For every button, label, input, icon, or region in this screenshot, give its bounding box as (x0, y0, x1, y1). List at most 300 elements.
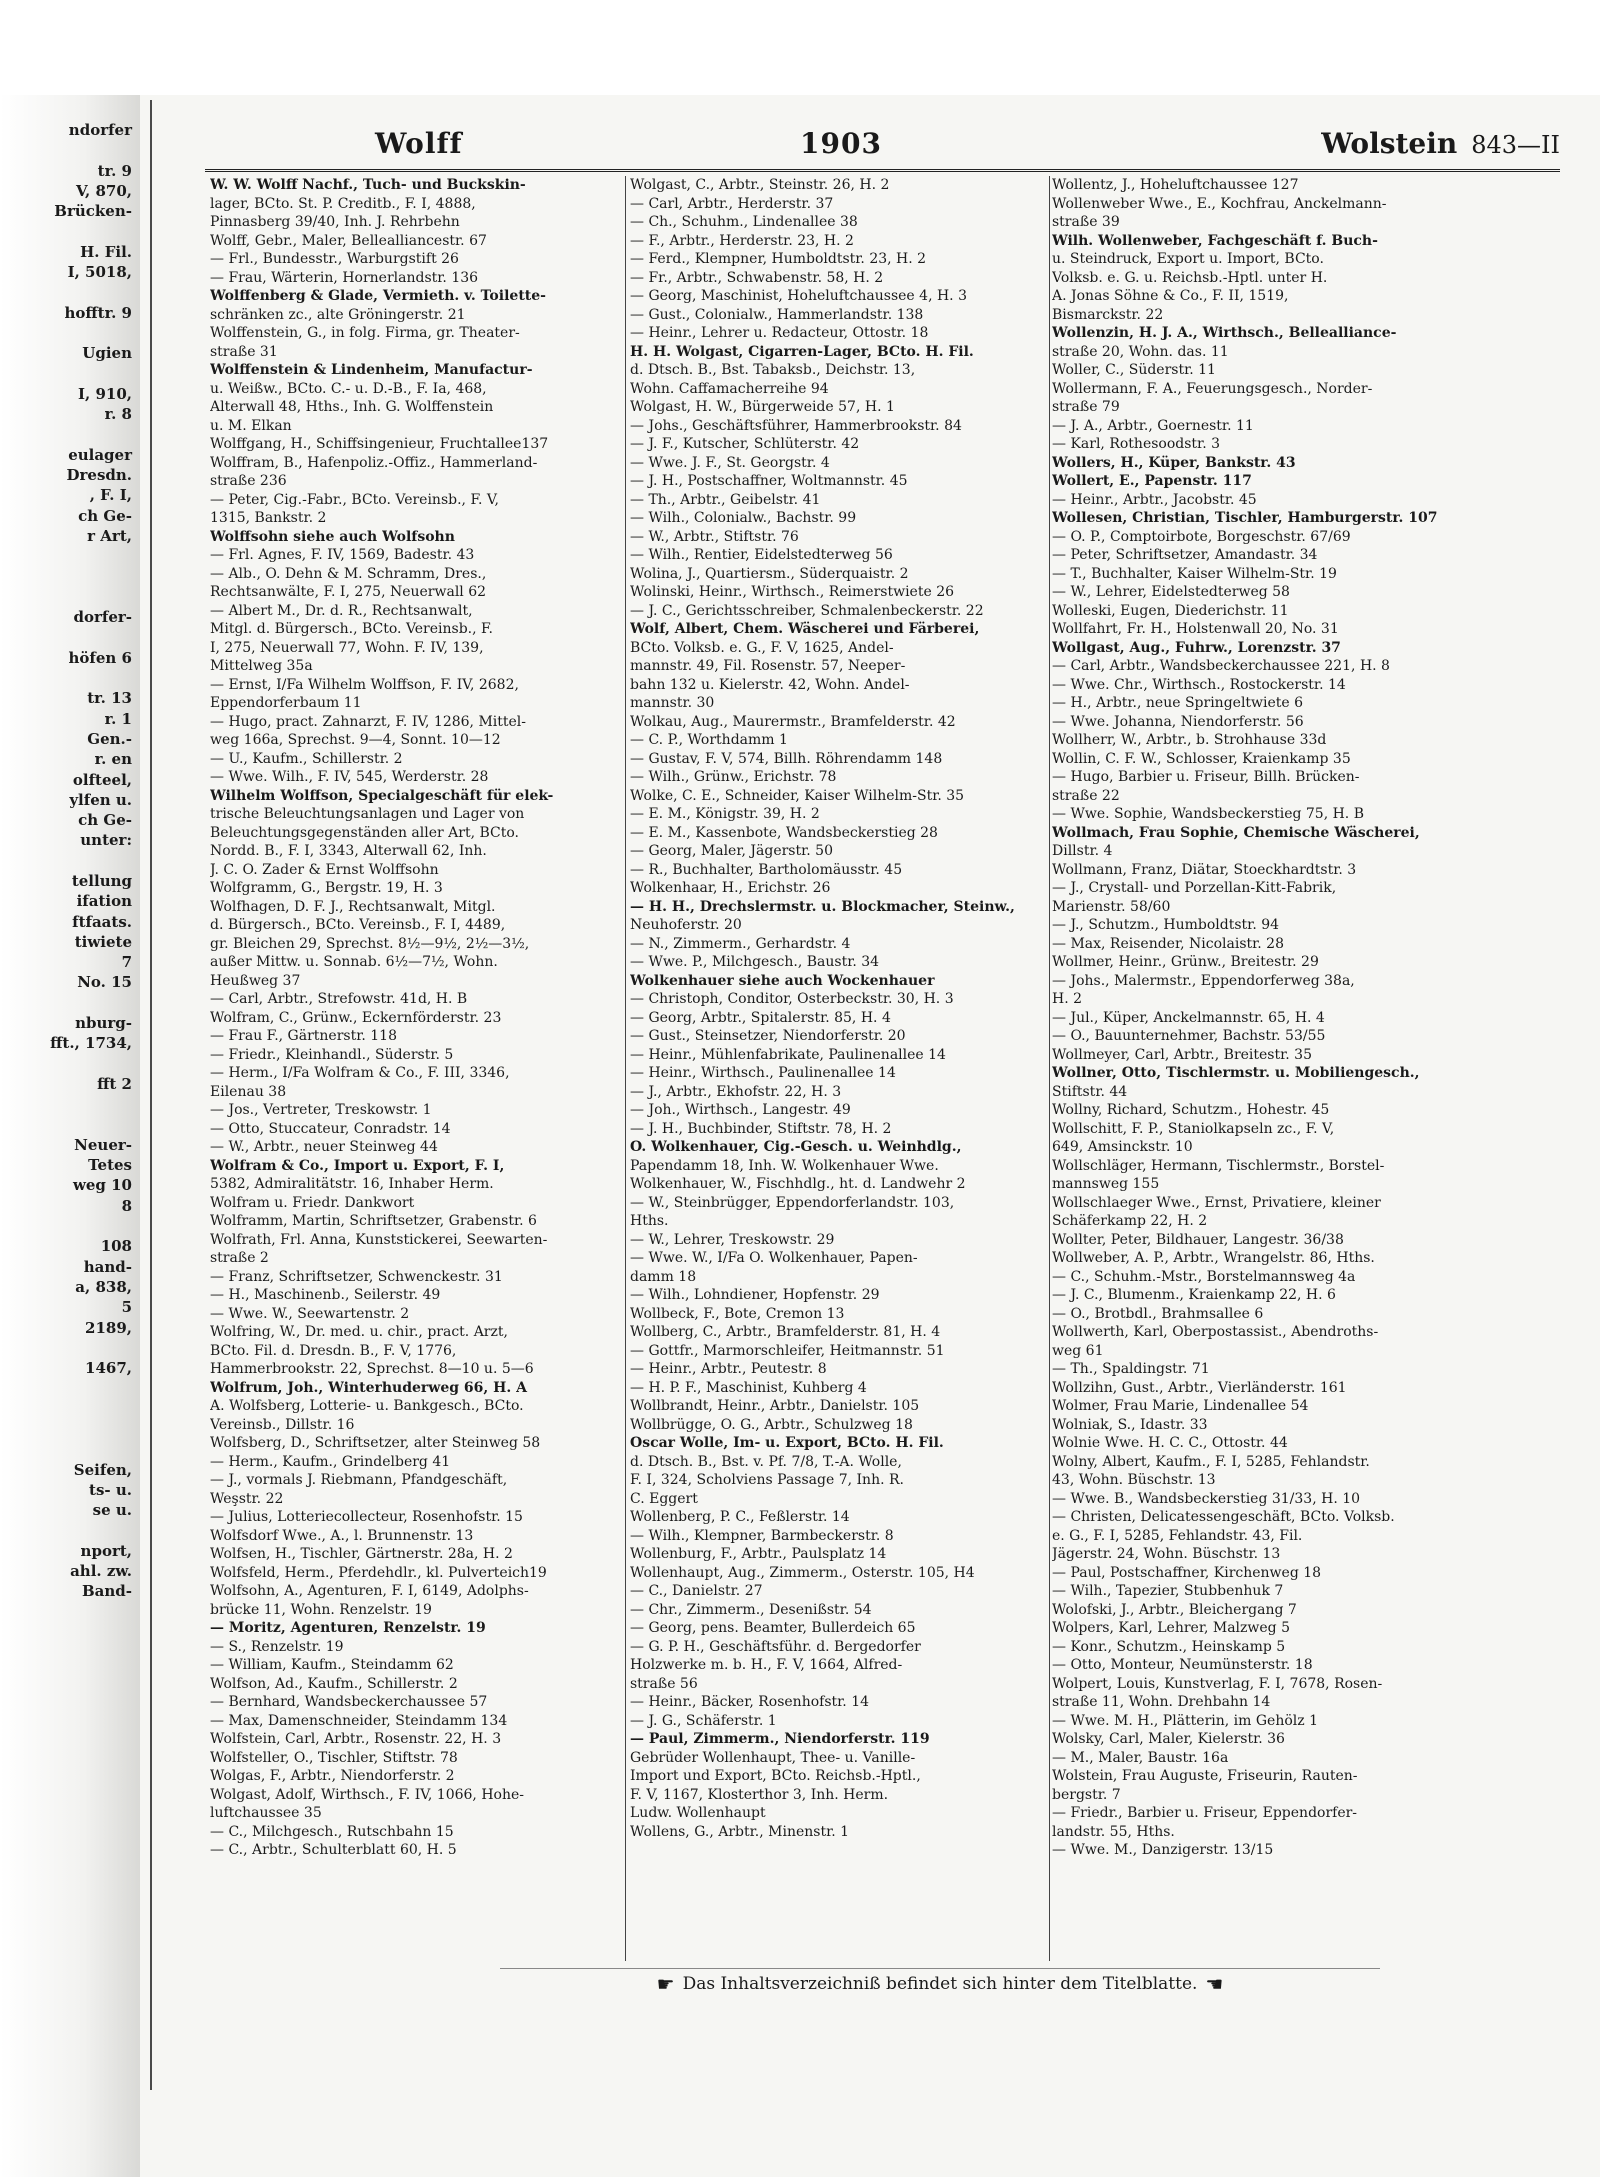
directory-entry-continuation: — Gust., Colonialw., Hammerlandstr. 138 (630, 306, 924, 323)
directory-entry: Wolffenstein & Lindenheim, Manufactur- (210, 362, 533, 378)
directory-entry-continuation: — H., Maschinenb., Seilerstr. 49 (210, 1287, 441, 1303)
directory-entry: Wolfsohn, A., Agenturen, F. I, 6149, Adolphs- (210, 1583, 529, 1599)
directory-entry: Wolfstein, Carl, Arbtr., Rosenstr. 22, H. 3 (210, 1731, 502, 1747)
directory-entry: Hths. (630, 1213, 669, 1229)
directory-entry-continuation: — Georg, Arbtr., Spitalerstr. 85, H. 4 (630, 1009, 891, 1026)
previous-page-fragment: 2189, (85, 1318, 132, 1337)
directory-entry: Wolniak, S., Idastr. 33 (1052, 1416, 1208, 1433)
directory-entry: Wolfhagen, D. F. J., Rechtsanwalt, Mitgl. (210, 898, 496, 915)
previous-page-fragment: ch Ge- (78, 811, 132, 830)
directory-entry-continuation: — Frau F., Gärtnerstr. 118 (210, 1028, 397, 1044)
directory-entry: Wolframm, Martin, Schriftsetzer, Grabenstr. 6 (210, 1213, 537, 1229)
directory-entry-continuation: — Joh., Wirthsch., Langestr. 49 (630, 1102, 851, 1118)
previous-page-fragment: No. 15 (77, 973, 132, 992)
directory-entry-continuation: — H. P. F., Maschinist, Kuhberg 4 (630, 1379, 867, 1396)
directory-entry: luftchaussee 35 (210, 1805, 322, 1821)
directory-entry-continuation: — W., Arbtr., Stiftstr. 76 (630, 528, 799, 545)
directory-entry-continuation: — Ferd., Klempner, Humboldtstr. 23, H. 2 (630, 251, 927, 267)
directory-entry-continuation: — Wwe. M. H., Plätterin, im Gehölz 1 (1052, 1712, 1318, 1729)
directory-entry-continuation: — Friedr., Kleinhandl., Süderstr. 5 (210, 1046, 454, 1063)
previous-page-fragment: Ugien (82, 344, 132, 363)
directory-entry-continuation: — E. M., Kassenbote, Wandsbeckerstieg 28 (630, 824, 938, 841)
previous-page-fragment: r. en (94, 750, 132, 769)
previous-page-text-fragments (0, 120, 138, 2080)
directory-entry: Nordd. B., F. I, 3343, Alterwall 62, Inh. (210, 843, 487, 859)
directory-entry-continuation: — Paul, Postschaffner, Kirchenweg 18 (1052, 1564, 1322, 1581)
directory-entry-continuation: — Wilh., Colonialw., Bachstr. 99 (630, 510, 857, 526)
previous-page-fragment: r. 8 (104, 405, 132, 424)
directory-entry-continuation: — Max, Damenschneider, Steindamm 134 (210, 1712, 508, 1729)
directory-entry-continuation: — J. H., Buchbinder, Stiftstr. 78, H. 2 (630, 1120, 892, 1137)
directory-entry-continuation: — H., Arbtr., neue Springeltwiete 6 (1052, 695, 1304, 711)
directory-entry-continuation: — Karl, Rothesoodstr. 3 (1052, 436, 1220, 452)
previous-page-fragment: H. Fil. (80, 242, 132, 261)
directory-entry: 43, Wohn. Büschstr. 13 (1052, 1472, 1216, 1488)
directory-entry: Pinnasberg 39/40, Inh. J. Rehrbehn (210, 214, 460, 230)
previous-page-fragment (0, 1399, 138, 1419)
directory-entry: Wollens, G., Arbtr., Minenstr. 1 (630, 1823, 850, 1840)
directory-entry: Wolsky, Carl, Maler, Kielerstr. 36 (1052, 1731, 1285, 1747)
previous-page-fragment: tr. 13 (87, 689, 132, 708)
directory-entry-continuation: — Wwe. W., I/Fa O. Wolkenhauer, Papen- (630, 1250, 918, 1266)
previous-page-fragment: 7 (121, 953, 132, 972)
directory-entry: lager, BCto. St. P. Creditb., F. I, 4888, (210, 195, 476, 212)
directory-entry-continuation: — Heinr., Mühlenfabrikate, Paulinenallee 14 (630, 1046, 946, 1063)
directory-entry-continuation: — C. P., Worthdamm 1 (630, 732, 788, 748)
directory-entry: Wolkenhauer siehe auch Wockenhauer (630, 972, 935, 989)
directory-entry: Wolfgramm, G., Bergstr. 19, H. 3 (210, 880, 443, 896)
directory-entry: Papendamm 18, Inh. W. Wolkenhauer Wwe. (630, 1157, 939, 1174)
directory-entry: Wollberg, C., Arbtr., Bramfelderstr. 81, H. 4 (630, 1324, 941, 1340)
previous-page-fragment (0, 424, 138, 444)
directory-entry-continuation: — J. G., Schäferstr. 1 (630, 1712, 777, 1729)
directory-entry-continuation: — Hugo, pract. Zahnarzt, F. IV, 1286, Mittel- (210, 713, 526, 730)
directory-entry-continuation: — Christoph, Conditor, Osterbeckstr. 30, H. 3 (630, 991, 954, 1007)
directory-entry-continuation: — Jos., Vertreter, Treskowstr. 1 (210, 1102, 432, 1118)
directory-entry-continuation: — Bernhard, Wandsbeckerchaussee 57 (210, 1694, 488, 1710)
directory-entry: Wollenberg, P. C., Feßlerstr. 14 (630, 1509, 850, 1525)
directory-entry: Mitgl. d. Bürgersch., BCto. Vereinsb., F. (210, 621, 494, 637)
directory-entry: Wolfram u. Friedr. Dankwort (210, 1194, 415, 1211)
directory-entry-continuation: — C., Danielstr. 27 (630, 1583, 763, 1599)
previous-page-fragment: I, 910, (78, 384, 132, 403)
directory-entry-continuation: — Th., Arbtr., Geibelstr. 41 (630, 491, 821, 508)
directory-entry: Wolgast, Adolf, Wirthsch., F. IV, 1066, Hohe- (210, 1786, 525, 1803)
page-gutter (150, 100, 152, 2090)
directory-entry: Oscar Wolle, Im- u. Export, BCto. H. Fil. (630, 1435, 944, 1451)
directory-column-3 (1052, 176, 1476, 1961)
directory-entry-continuation: — Max, Reisender, Nicolaistr. 28 (1052, 935, 1284, 952)
directory-entry: Wilhelm Wolffson, Specialgeschäft für elek- (210, 787, 554, 804)
previous-page-fragment: 8 (121, 1196, 132, 1215)
directory-entry: Wolgast, H. W., Bürgerweide 57, H. 1 (630, 399, 895, 415)
directory-entry-continuation: — Georg, Maschinist, Hoheluftchaussee 4, H. 3 (630, 288, 967, 304)
page-number: 843—II (1471, 131, 1560, 159)
directory-entry: Wollert, E., Papenstr. 117 (1052, 473, 1252, 489)
directory-entry: Stiftstr. 44 (1052, 1083, 1128, 1100)
directory-entry-continuation: — T., Buchhalter, Kaiser Wilhelm-Str. 19 (1052, 565, 1337, 582)
directory-entry-continuation: — Heinr., Arbtr., Peutestr. 8 (630, 1361, 827, 1377)
previous-page-fragment (0, 282, 138, 302)
directory-entry: e. G., F. I, 5285, Fehlandstr. 43, Fil. (1052, 1527, 1303, 1544)
directory-entry: Schäferkamp 22, H. 2 (1052, 1213, 1208, 1229)
previous-page-fragment: hand- (83, 1257, 132, 1276)
directory-entry: Wollwerth, Karl, Oberpostassist., Abendroths- (1052, 1324, 1379, 1340)
previous-page-fragment (0, 1520, 138, 1540)
previous-page-fragment (0, 1115, 138, 1135)
directory-entry: Wollschlaeger Wwe., Ernst, Privatiere, kleiner (1052, 1194, 1381, 1211)
directory-entry: Alterwall 48, Hths., Inh. G. Wolffenstein (210, 399, 494, 415)
directory-entry: 649, Amsinckstr. 10 (1052, 1139, 1193, 1155)
directory-entry: u. Weißw., BCto. C.- u. D.-B., F. Ia, 468, (210, 380, 487, 397)
directory-entry-continuation: — Wilh., Lohndiener, Hopfenstr. 29 (630, 1287, 880, 1303)
directory-entry: Wohn. Caffamacherreihe 94 (630, 380, 829, 397)
previous-page-fragment: hofftr. 9 (64, 303, 132, 322)
previous-page-fragment: nport, (80, 1541, 132, 1560)
directory-entry-continuation: — M., Maler, Baustr. 16a (1052, 1749, 1229, 1766)
directory-entry-continuation: — Friedr., Barbier u. Friseur, Eppendorfer- (1052, 1805, 1358, 1821)
directory-entry-continuation: — Wwe. M., Danzigerstr. 13/15 (1052, 1842, 1274, 1858)
directory-entry: Wolina, J., Quartiersm., Süderquaistr. 2 (630, 565, 909, 582)
directory-entry: Wolinski, Heinr., Wirthsch., Reimerstwiete 26 (630, 584, 955, 600)
directory-entry: F. I, 324, Scholviens Passage 7, Inh. R. (630, 1472, 904, 1488)
directory-entry-continuation: — J. F., Kutscher, Schlüterstr. 42 (630, 436, 860, 452)
previous-page-fragment (0, 587, 138, 607)
directory-entry: Wolleski, Eugen, Diederichstr. 11 (1052, 602, 1289, 619)
directory-entry: Dillstr. 4 (1052, 843, 1113, 859)
directory-entry: Wollzihn, Gust., Arbtr., Vierländerstr. 161 (1052, 1379, 1347, 1396)
previous-page-fragment: Brücken- (54, 202, 132, 221)
directory-entry: Wolfsen, H., Tischler, Gärtnerstr. 28a, H. 2 (210, 1546, 513, 1562)
directory-entry-continuation: — Julius, Lotteriecollecteur, Rosenhofstr. 15 (210, 1509, 523, 1525)
directory-entry-continuation: — N., Zimmerm., Gerhardstr. 4 (630, 935, 851, 952)
directory-entry-continuation: — Wilh., Tapezier, Stubbenhuk 7 (1052, 1583, 1284, 1599)
directory-entry: Wolf, Albert, Chem. Wäscherei und Färberei, (630, 621, 980, 637)
directory-entry: Wolpert, Louis, Kunstverlag, F. I, 7678, Rosen- (1052, 1675, 1383, 1692)
directory-entry: straße 31 (210, 343, 278, 360)
directory-entry-continuation: — Wilh., Grünw., Erichstr. 78 (630, 769, 837, 785)
directory-entry-continuation: — Frau, Wärterin, Hornerlandstr. 136 (210, 269, 479, 286)
directory-entry: Wollentz, J., Hoheluftchaussee 127 (1052, 177, 1299, 193)
previous-page-fragment: Neuer- (74, 1135, 132, 1154)
previous-page-fragment (0, 1094, 138, 1114)
header-year: 1903 (800, 127, 882, 160)
directory-entry-continuation: — Johs., Geschäftsführer, Hammerbrookstr. 84 (630, 417, 962, 434)
directory-entry: Jägerstr. 24, Wohn. Büschstr. 13 (1052, 1546, 1281, 1562)
directory-entry: Wilh. Wollenweber, Fachgeschäft f. Buch- (1052, 232, 1378, 249)
previous-page-fragment: ts- u. (89, 1480, 132, 1499)
header-left-catchword: Wolff (375, 127, 463, 160)
directory-entry: Wollbrandt, Heinr., Arbtr., Danielstr. 105 (630, 1398, 920, 1414)
directory-entry-continuation: — J. A., Arbtr., Goernestr. 11 (1052, 417, 1254, 434)
directory-entry-continuation: — Otto, Monteur, Neumünsterstr. 18 (1052, 1657, 1313, 1673)
directory-entry: Wolffram, B., Hafenpoliz.-Offiz., Hammerland- (210, 454, 538, 471)
directory-entry: bergstr. 7 (1052, 1786, 1121, 1803)
previous-page-fragment (0, 1054, 138, 1074)
previous-page-fragment: tellung (71, 871, 132, 890)
directory-entry-continuation: — E. M., Königstr. 39, H. 2 (630, 806, 820, 822)
directory-entry-continuation: — Johs., Malermstr., Eppendorferweg 38a, (1052, 972, 1355, 989)
directory-entry: Wolkenhaar, H., Erichstr. 26 (630, 880, 831, 896)
directory-entry-continuation: — S., Renzelstr. 19 (210, 1638, 344, 1655)
directory-entry-continuation: — J., Arbtr., Ekhofstr. 22, H. 3 (630, 1083, 842, 1100)
header-right-catchword: Wolstein (1321, 127, 1458, 160)
footer-text: Das Inhaltsverzeichniß befindet sich hinter dem Titelblatte. (682, 1974, 1198, 1994)
directory-entry: straße 236 (210, 473, 287, 489)
directory-entry: Marienstr. 58/60 (1052, 898, 1171, 915)
pointing-hand-right-icon: ☚ (1205, 1972, 1224, 1996)
directory-entry-continuation: — Th., Spaldingstr. 71 (1052, 1361, 1210, 1377)
directory-entry-continuation: — G. P. H., Geschäftsführ. d. Bergedorfer (630, 1638, 921, 1655)
directory-entry-continuation: — Peter, Schriftsetzer, Amandastr. 34 (1052, 547, 1318, 563)
directory-entry: Wolff, Gebr., Maler, Bellealliancestr. 67 (210, 232, 487, 249)
directory-entry-continuation: — O., Brotbdl., Brahmsallee 6 (1052, 1305, 1264, 1322)
directory-entry-continuation: — J., vormals J. Riebmann, Pfandgeschäft, (210, 1472, 508, 1488)
directory-entry: straße 2 (210, 1250, 269, 1266)
directory-entry: Wollfahrt, Fr. H., Holstenwall 20, No. 31 (1052, 621, 1339, 637)
directory-entry: Wollenweber Wwe., E., Kochfrau, Anckelmann- (1052, 195, 1387, 212)
directory-entry: Heußweg 37 (210, 972, 301, 989)
directory-entry: straße 11, Wohn. Drehbahn 14 (1052, 1694, 1271, 1710)
directory-entry-continuation: — Wwe. J. F., St. Georgstr. 4 (630, 454, 830, 471)
directory-entry-continuation: — J. H., Postschaffner, Woltmannstr. 45 (630, 473, 908, 489)
previous-page-fragment (0, 323, 138, 343)
pointing-hand-left-icon: ☛ (656, 1972, 675, 1996)
directory-entry: Wollenhaupt, Aug., Zimmerm., Osterstr. 105, H4 (630, 1564, 975, 1581)
directory-entry: Neuhoferstr. 20 (630, 917, 742, 933)
directory-entry-continuation: — Ernst, I/Fa Wilhelm Wolffson, F. IV, 2682, (210, 676, 519, 693)
directory-entry-continuation: — Georg, Maler, Jägerstr. 50 (630, 843, 833, 859)
directory-entry: Wolfring, W., Dr. med. u. chir., pract. Arzt, (210, 1324, 508, 1340)
previous-page-fragment (0, 993, 138, 1013)
directory-entry: Wollny, Richard, Schutzm., Hohestr. 45 (1052, 1102, 1330, 1118)
previous-page-fragment (0, 1378, 138, 1398)
directory-entry: weg 61 (1052, 1342, 1104, 1359)
directory-entry: straße 79 (1052, 399, 1120, 415)
directory-entry: damm 18 (630, 1268, 697, 1285)
previous-page-fragment: olfteel, (72, 770, 132, 789)
directory-entry-continuation: — J., Schutzm., Humboldtstr. 94 (1052, 917, 1280, 933)
directory-entry: 5382, Admiralitätstr. 16, Inhaber Herm. (210, 1176, 494, 1192)
directory-entry-continuation: — Wwe. W., Seewartenstr. 2 (210, 1305, 410, 1322)
directory-entry-continuation: — Carl, Arbtr., Herderstr. 37 (630, 195, 834, 212)
previous-page-fragment: fft 2 (97, 1074, 132, 1093)
directory-entry-continuation: — W., Arbtr., neuer Steinweg 44 (210, 1139, 438, 1155)
directory-entry: Wolffgang, H., Schiffsingenieur, Fruchtallee137 (210, 436, 549, 452)
directory-entry-continuation: — Wwe. P., Milchgesch., Baustr. 34 (630, 954, 880, 970)
directory-entry: Woller, C., Süderstr. 11 (1052, 362, 1216, 378)
previous-page-fragment: fft., 1734, (50, 1034, 132, 1053)
previous-page-fragment: höfen 6 (68, 648, 132, 667)
directory-entry: Wollin, C. F. W., Schlosser, Kraienkamp 35 (1052, 750, 1351, 767)
directory-entry-continuation: — F., Arbtr., Herderstr. 23, H. 2 (630, 232, 854, 249)
directory-entry: Wolfram, C., Grünw., Eckernförderstr. 23 (210, 1009, 502, 1026)
directory-entry: Wollner, Otto, Tischlermstr. u. Mobiliengesch., (1052, 1065, 1420, 1081)
page-footer-note (500, 1968, 1380, 2000)
directory-entry-continuation: — Heinr., Arbtr., Jacobstr. 45 (1052, 491, 1257, 508)
directory-entry: H. H. Wolgast, Cigarren-Lager, BCto. H. Fil. (630, 343, 974, 360)
directory-entry: Wolnie Wwe. H. C. C., Ottostr. 44 (1052, 1435, 1288, 1451)
directory-entry-continuation: — Heinr., Bäcker, Rosenhofstr. 14 (630, 1694, 870, 1710)
directory-entry-continuation: — O., Bauunternehmer, Bachstr. 53/55 (1052, 1028, 1326, 1044)
directory-entry: straße 22 (1052, 787, 1120, 804)
directory-entry-continuation: — R., Buchhalter, Bartholomäusstr. 45 (630, 861, 903, 878)
directory-entry: Rechtsanwälte, F. I, 275, Neuerwall 62 (210, 584, 487, 600)
directory-entry: Wollschläger, Hermann, Tischlermstr., Borstel- (1052, 1157, 1385, 1174)
directory-entry-continuation: — C., Arbtr., Schulterblatt 60, H. 5 (210, 1842, 457, 1858)
previous-page-fragment (0, 1338, 138, 1358)
directory-entry-continuation: — Fr., Arbtr., Schwabenstr. 58, H. 2 (630, 269, 884, 286)
previous-page-fragment: ahl. zw. (70, 1562, 132, 1581)
directory-entry: Wollenburg, F., Arbtr., Paulsplatz 14 (630, 1546, 887, 1562)
directory-entry: mannstr. 30 (630, 695, 715, 711)
previous-page-fragment: eulager (68, 445, 132, 464)
directory-entry: Wollgast, Aug., Fuhrw., Lorenzstr. 37 (1052, 639, 1341, 656)
previous-page-fragment: ndorfer (68, 121, 132, 139)
directory-entry: Hammerbrookstr. 22, Sprechst. 8—10 u. 5—6 (210, 1361, 534, 1377)
previous-page-fragment (0, 851, 138, 871)
directory-entry: Eilenau 38 (210, 1083, 287, 1100)
previous-page-fragment: 1467, (85, 1359, 132, 1378)
directory-entry: Wollmeyer, Carl, Arbtr., Breitestr. 35 (1052, 1046, 1312, 1063)
directory-entry: Bismarckstr. 22 (1052, 306, 1164, 323)
directory-entry-continuation: — Georg, pens. Beamter, Bullerdeich 65 (630, 1620, 916, 1636)
directory-entry: Holzwerke m. b. H., F. V, 1664, Alfred- (630, 1657, 903, 1673)
directory-entry-continuation: — C., Schuhm.-Mstr., Borstelmannsweg 4a (1052, 1268, 1356, 1285)
directory-entry-continuation: — Wwe. Chr., Wirthsch., Rostockerstr. 14 (1052, 676, 1346, 693)
directory-entry-continuation: — Gottfr., Marmorschleifer, Heitmannstr. 51 (630, 1342, 945, 1359)
previous-page-fragment: unter: (80, 831, 132, 850)
directory-entry: Beleuchtungsgegenständen aller Art, BCto. (210, 824, 519, 841)
directory-entry: Wolpers, Karl, Lehrer, Malzweg 5 (1052, 1620, 1290, 1636)
directory-entry: u. Steindruck, Export u. Import, BCto. (1052, 251, 1324, 267)
directory-entry: Weşstr. 22 (210, 1490, 284, 1507)
directory-entry-continuation: — Alb., O. Dehn & M. Schramm, Dres., (210, 565, 487, 582)
directory-entry: Wollermann, F. A., Feuerungsgesch., Norder- (1052, 380, 1373, 397)
directory-entry-continuation: — Otto, Stuccateur, Conradstr. 14 (210, 1120, 451, 1137)
previous-page-fragment: se u. (92, 1501, 132, 1520)
directory-entry-continuation: — William, Kaufm., Steindamm 62 (210, 1657, 454, 1673)
directory-entry-continuation: — Chr., Zimmerm., Desenißstr. 54 (630, 1601, 872, 1618)
directory-entry: d. Dtsch. B., Bst. v. Pf. 7/8, T.-A. Wolle, (630, 1453, 902, 1470)
directory-entry: Wollter, Peter, Bildhauer, Langestr. 36/38 (1052, 1231, 1344, 1248)
directory-entry: H. 2 (1052, 991, 1083, 1007)
directory-entry: Wolgas, F., Arbtr., Niendorferstr. 2 (210, 1768, 455, 1784)
previous-page-fragment: nburg- (75, 1014, 132, 1033)
directory-entry: straße 39 (1052, 214, 1120, 230)
previous-page-fragment: Dresdn. (66, 466, 132, 485)
directory-entry-continuation: — Herm., Kaufm., Grindelberg 41 (210, 1453, 451, 1470)
previous-page-fragment: weg 10 (72, 1176, 132, 1195)
directory-entry: Wolgast, C., Arbtr., Steinstr. 26, H. 2 (630, 177, 890, 193)
directory-entry: Wollherr, W., Arbtr., b. Strohhause 33d (1052, 732, 1327, 748)
previous-page-fragment: 108 (100, 1237, 132, 1256)
directory-entry-continuation: — Carl, Arbtr., Wandsbeckerchaussee 221, H. 8 (1052, 658, 1390, 674)
directory-entry: Wollweber, A. P., Arbtr., Wrangelstr. 86, Hths. (1052, 1250, 1375, 1266)
directory-entry: Wolfsberg, D., Schriftsetzer, alter Steinweg 58 (210, 1435, 541, 1451)
previous-page-fragment (0, 1216, 138, 1236)
page-header (205, 123, 1560, 172)
previous-page-fragment (0, 567, 138, 587)
directory-entry: bahn 132 u. Kielerstr. 42, Wohn. Andel- (630, 676, 910, 693)
previous-page-fragment (0, 627, 138, 647)
column-rule-2 (1049, 176, 1050, 1961)
directory-entry-continuation: — W., Steinbrügger, Eppendorferlandstr. 103, (630, 1194, 955, 1211)
directory-entry-continuation: — Frl., Bundesstr., Warburgstift 26 (210, 251, 459, 267)
directory-entry: Wolffenberg & Glade, Vermieth. v. Toilette- (210, 288, 546, 304)
directory-entry-continuation: — J., Crystall- und Porzellan-Kitt-Fabrik, (1052, 880, 1337, 896)
directory-entry: Mittelweg 35a (210, 658, 313, 674)
directory-entry: Wolfsteller, O., Tischler, Stiftstr. 78 (210, 1749, 458, 1766)
previous-page-fragment: Band- (81, 1582, 132, 1601)
directory-entry: BCto. Volksb. e. G., F. V, 1625, Andel- (630, 639, 894, 656)
directory-entry-continuation: — Moritz, Agenturen, Renzelstr. 19 (210, 1620, 486, 1636)
directory-entry-continuation: — Heinr., Lehrer u. Redacteur, Ottostr. 18 (630, 325, 929, 341)
previous-page-fragment: 5 (121, 1298, 132, 1317)
directory-entry: Wolmer, Frau Marie, Lindenallee 54 (1052, 1398, 1309, 1414)
directory-entry-continuation: — Herm., I/Fa Wolfram & Co., F. III, 3346, (210, 1065, 510, 1081)
previous-page-fragment: a, 838, (75, 1277, 132, 1296)
directory-entry: außer Mittw. u. Sonnab. 6½—7½, Wohn. (210, 954, 498, 970)
directory-entry-continuation: — Gust., Steinsetzer, Niendorferstr. 20 (630, 1028, 906, 1044)
directory-entry-continuation: — Hugo, Barbier u. Friseur, Billh. Brücken- (1052, 769, 1360, 785)
directory-entry: Eppendorferbaum 11 (210, 695, 362, 711)
directory-entry-continuation: — Christen, Delicatessengeschäft, BCto. Volksb. (1052, 1509, 1395, 1525)
directory-entry: Wollbrügge, O. G., Arbtr., Schulzweg 18 (630, 1416, 913, 1433)
directory-entry-continuation: — Carl, Arbtr., Strefowstr. 41d, H. B (210, 991, 468, 1007)
directory-entry-continuation: — Wwe. B., Wandsbeckerstieg 31/33, H. 10 (1052, 1490, 1361, 1507)
directory-entry: weg 166a, Sprechst. 9—4, Sonnt. 10—12 (210, 732, 501, 748)
directory-entry-continuation: — Gustav, F. V, 574, Billh. Röhrendamm 148 (630, 750, 943, 767)
directory-entry: Wolkau, Aug., Maurermstr., Bramfelderstr. 42 (630, 713, 956, 730)
directory-entry: Wolke, C. E., Schneider, Kaiser Wilhelm-Str. 35 (630, 787, 965, 804)
header-right-catchword-group (1321, 127, 1560, 160)
directory-column-1 (210, 176, 626, 1961)
previous-page-fragment: ifation (76, 892, 132, 911)
directory-entry: Wolfson, Ad., Kaufm., Schillerstr. 2 (210, 1675, 458, 1692)
directory-entry: Wollmach, Frau Sophie, Chemische Wäscherei, (1052, 824, 1420, 841)
directory-entry: 1315, Bankstr. 2 (210, 510, 327, 526)
directory-entry-continuation: — Wwe. Wilh., F. IV, 545, Werderstr. 28 (210, 769, 489, 785)
previous-page-fragment: ylfen u. (69, 790, 132, 809)
directory-entry-continuation: — W., Lehrer, Treskowstr. 29 (630, 1231, 835, 1248)
directory-entry: Wolny, Albert, Kaufm., F. I, 5285, Fehlandstr. (1052, 1453, 1370, 1470)
directory-entry-continuation: — Albert M., Dr. d. R., Rechtsanwalt, (210, 602, 473, 619)
previous-page-fragment: r. 1 (104, 709, 132, 728)
directory-entry: C. Eggert (630, 1490, 698, 1507)
directory-entry-continuation: — Jul., Küper, Anckelmannstr. 65, H. 4 (1052, 1009, 1325, 1026)
previous-page-fragment: ftfaats. (72, 912, 132, 931)
directory-entry: Wolffsohn siehe auch Wolfsohn (210, 528, 455, 545)
directory-entry: mannsweg 155 (1052, 1176, 1160, 1192)
directory-entry: Wolfsdorf Wwe., A., l. Brunnenstr. 13 (210, 1527, 474, 1544)
directory-entry: Wollers, H., Küper, Bankstr. 43 (1052, 454, 1296, 471)
directory-entry-continuation: — C., Milchgesch., Rutschbahn 15 (210, 1823, 454, 1840)
directory-entry: mannstr. 49, Fil. Rosenstr. 57, Neeper- (630, 658, 906, 674)
directory-entry: landstr. 55, Hths. (1052, 1823, 1175, 1840)
directory-entry-continuation: — Konr., Schutzm., Heinskamp 5 (1052, 1638, 1286, 1655)
directory-entry: brücke 11, Wohn. Renzelstr. 19 (210, 1601, 432, 1618)
directory-entry: Wolkenhauer, W., Fischhdlg., ht. d. Landwehr 2 (630, 1176, 966, 1192)
directory-entry: trische Beleuchtungsanlagen und Lager von (210, 806, 525, 822)
previous-page-fragment: Gen.- (87, 729, 132, 748)
directory-column-2 (630, 176, 1048, 1961)
directory-entry: Ludw. Wollenhaupt (630, 1805, 766, 1821)
directory-entry: O. Wolkenhauer, Cig.-Gesch. u. Weinhdlg., (630, 1139, 962, 1155)
directory-entry-continuation: — Wwe. Sophie, Wandsbeckerstieg 75, H. B (1052, 806, 1364, 822)
directory-entry: I, 275, Neuerwall 77, Wohn. F. IV, 139, (210, 639, 484, 656)
directory-entry: A. Wolfsberg, Lotterie- u. Bankgesch., BCto. (210, 1398, 524, 1414)
